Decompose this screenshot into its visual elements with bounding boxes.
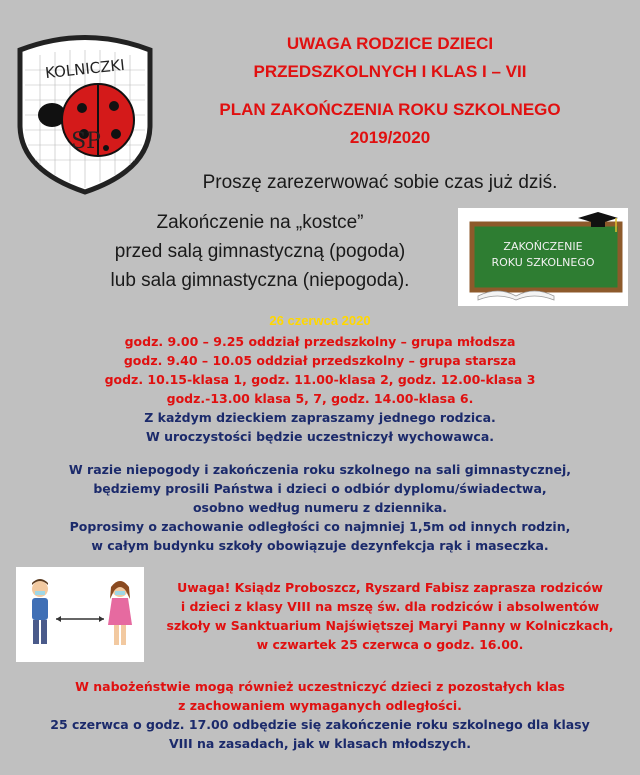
venue-line-1: Zakończenie na „kostce” [156,212,364,233]
plan-title: PLAN ZAKOŃCZENIA ROKU SZKOLNEGO [219,100,561,119]
closing-line: 25 czerwca o godz. 17.00 odbędzie się zakończenie roku szkolnego dla klasy [50,717,590,732]
priest-line: szkoły w Sanktuarium Najświętszej Maryi Panny w Kolniczkach, [166,618,614,633]
title-line-1: UWAGA RODZICE DZIECI [286,34,494,53]
board-line-2: ROKU SZKOLNEGO [491,256,595,269]
school-logo [10,30,160,195]
venue-info [60,208,460,295]
schedule [90,332,550,446]
venue-line-3: lub sala gimnastyczna (niepogoda). [110,270,410,291]
board-line-1: ZAKOŃCZENIE [503,240,583,253]
closing-line: VIII na zasadach, jak w klasach młodszych. [168,736,471,751]
info-line: osobno według numeru z dziennika. [192,500,448,515]
venue-line-2: przed salą gimnastyczną (pogoda) [114,241,406,262]
social-distancing-icon [16,567,144,662]
plan-year: 2019/2020 [349,128,431,147]
teacher-note: W uroczystości będzie uczestniczył wychowawca. [145,429,495,444]
info-line: będziemy prosili Państwa i dzieci o odbiór dyplomu/świadectwa, [93,481,547,496]
info-line: Poprosimy o zachowanie odległości co najmniej 1,5m od innych rodzin, [69,519,571,534]
closing-line: W nabożeństwie mogą również uczestniczyć dzieci z pozostałych klas [75,679,565,694]
priest-invitation [160,578,620,654]
title-block [170,30,610,152]
info-line: W razie niepogody i zakończenia roku szkolnego na sali gimnastycznej, [68,462,572,477]
closing-info [20,677,620,753]
priest-line: Uwaga! Ksiądz Proboszcz, Ryszard Fabisz zaprasza rodziców [177,580,603,595]
closing-line: z zachowaniem wymaganych odległości. [178,698,462,713]
priest-line: w czwartek 25 czerwca o godz. 16.00. [256,637,524,652]
reserve-note: Proszę zarezerwować sobie czas już dziś. [202,172,558,193]
info-line: w całym budynku szkoły obowiązuje dezynfekcja rąk i maseczka. [91,538,549,553]
schedule-line: godz.-13.00 klasa 5, 7, godz. 14.00-klasa 6. [166,391,474,406]
event-date: 26 czerwca 2020 [269,313,371,328]
priest-line: i dzieci z klasy VIII na mszę św. dla rodziców i absolwentów [180,599,600,614]
logo-letters: SP [71,129,101,154]
schedule-line: godz. 10.15-klasa 1, godz. 11.00-klasa 2, godz. 12.00-klasa 3 [104,372,536,387]
bad-weather-info [20,460,620,555]
logo-name: KOLNICZKI [44,55,126,83]
chalkboard-graduation-icon [458,208,628,306]
schedule-line: godz. 9.40 – 10.05 oddział przedszkolny – grupa starsza [123,353,517,368]
title-line-2: PRZEDSZKOLNYCH I KLAS I – VII [253,62,527,81]
schedule-line: godz. 9.00 – 9.25 oddział przedszkolny – grupa młodsza [124,334,516,349]
parent-note: Z każdym dzieckiem zapraszamy jednego rodzica. [144,410,496,425]
